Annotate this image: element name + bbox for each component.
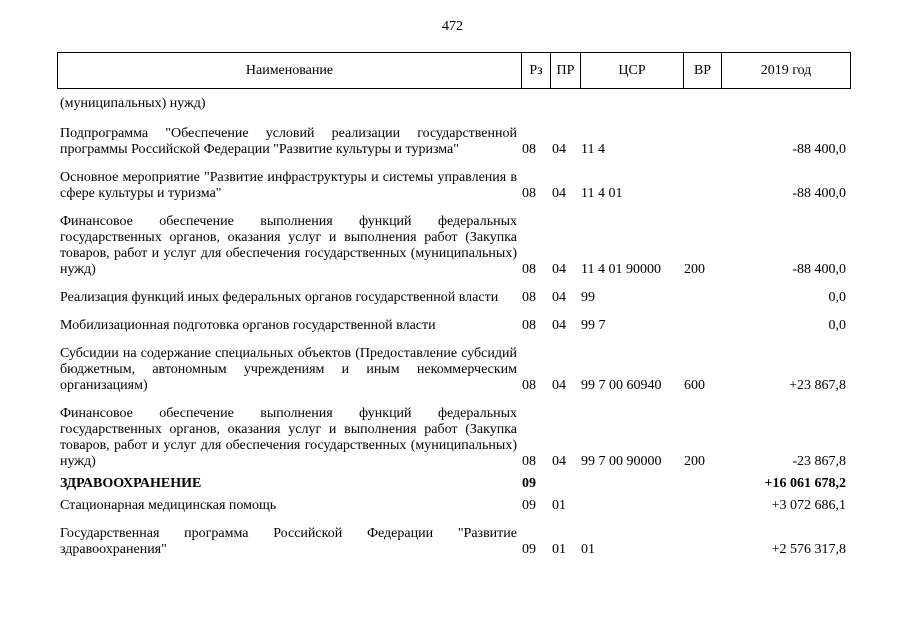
- row-pr: 01: [552, 498, 566, 513]
- row-name: Подпрограмма "Обеспечение условий реализации государственной программы Российской Федерации "Развитие культуры и туризма": [60, 126, 517, 157]
- table-row: [60, 526, 846, 558]
- row-name: Основное мероприятие "Развитие инфраструктуры и системы управления в сфере культуры и туризма": [60, 170, 517, 201]
- row-csr: 11 4 01: [581, 186, 623, 201]
- row-rz: 08: [522, 318, 536, 333]
- row-vr: 600: [684, 378, 705, 393]
- row-name: ЗДРАВООХРАНЕНИЕ: [60, 476, 202, 491]
- row-pr: 04: [552, 142, 566, 157]
- row-rz: 09: [522, 542, 536, 557]
- row-pr: 04: [552, 262, 566, 277]
- table-row: [60, 126, 846, 158]
- row-sum: -88 400,0: [792, 186, 846, 201]
- table-row: [60, 214, 846, 278]
- header-rz: Рз: [522, 53, 551, 88]
- row-sum: 0,0: [828, 318, 846, 333]
- row-sum: +16 061 678,2: [764, 476, 846, 491]
- row-sum: +3 072 686,1: [771, 498, 846, 513]
- header-name: Наименование: [58, 53, 522, 88]
- row-pr: 04: [552, 290, 566, 305]
- row-csr: 99 7 00 60940: [581, 378, 662, 393]
- header-csr: ЦСР: [581, 53, 684, 88]
- row-sum: -23 867,8: [792, 454, 846, 469]
- row-sum: +2 576 317,8: [771, 542, 846, 557]
- row-csr: 11 4: [581, 142, 605, 157]
- row-name: Финансовое обеспечение выполнения функций федеральных государственных органов, оказания услуг и выполнения работ (Закупка товаров, работ и услуг для обеспечения государственных (муниципальных) нужд): [60, 214, 517, 277]
- row-name: (муниципальных) нужд): [60, 96, 206, 111]
- row-csr: 11 4 01 90000: [581, 262, 661, 277]
- row-csr: 99: [581, 290, 595, 305]
- table-body: [60, 96, 846, 563]
- table-row: [60, 170, 846, 202]
- table-row: [60, 476, 846, 492]
- row-vr: 200: [684, 262, 705, 277]
- row-rz: 08: [522, 454, 536, 469]
- row-name: Мобилизационная подготовка органов государственной власти: [60, 318, 436, 333]
- row-pr: 04: [552, 186, 566, 201]
- row-name: Субсидии на содержание специальных объектов (Предоставление субсидий бюджетным, автономным учреждениям и иным некоммерческим организациям): [60, 346, 517, 393]
- table-row: [60, 318, 846, 334]
- row-vr: 200: [684, 454, 705, 469]
- page-number: 472: [442, 19, 463, 34]
- row-rz: 08: [522, 262, 536, 277]
- row-rz: 09: [522, 476, 536, 491]
- row-sum: -88 400,0: [792, 262, 846, 277]
- row-name: Финансовое обеспечение выполнения функций федеральных государственных органов, оказания услуг и выполнения работ (Закупка товаров, работ и услуг для обеспечения государственных (муниципальных) нужд): [60, 406, 517, 469]
- row-csr: 99 7 00 90000: [581, 454, 662, 469]
- header-year: 2019 год: [760, 62, 812, 78]
- row-sum: -88 400,0: [792, 142, 846, 157]
- row-pr: 04: [552, 454, 566, 469]
- row-csr: 99 7: [581, 318, 606, 333]
- header-pr: ПР: [551, 53, 581, 88]
- row-pr: 04: [552, 378, 566, 393]
- table-row: [60, 346, 846, 394]
- row-rz: 08: [522, 186, 536, 201]
- table-row: [60, 290, 846, 306]
- table-header: [57, 52, 851, 89]
- row-csr: 01: [581, 542, 595, 557]
- header-vr: ВР: [684, 53, 722, 88]
- row-name: Реализация функций иных федеральных органов государственной власти: [60, 290, 499, 305]
- row-pr: 01: [552, 542, 566, 557]
- row-sum: 0,0: [828, 290, 846, 305]
- table-row: [60, 96, 846, 112]
- row-rz: 08: [522, 142, 536, 157]
- row-sum: +23 867,8: [789, 378, 846, 393]
- row-rz: 08: [522, 290, 536, 305]
- row-rz: 08: [522, 378, 536, 393]
- row-name: Государственная программа Российской Федерации "Развитие здравоохранения": [60, 526, 517, 557]
- row-pr: 04: [552, 318, 566, 333]
- row-rz: 09: [522, 498, 536, 513]
- row-name: Стационарная медицинская помощь: [60, 498, 277, 513]
- table-row: [60, 498, 846, 514]
- table-row: [60, 406, 846, 470]
